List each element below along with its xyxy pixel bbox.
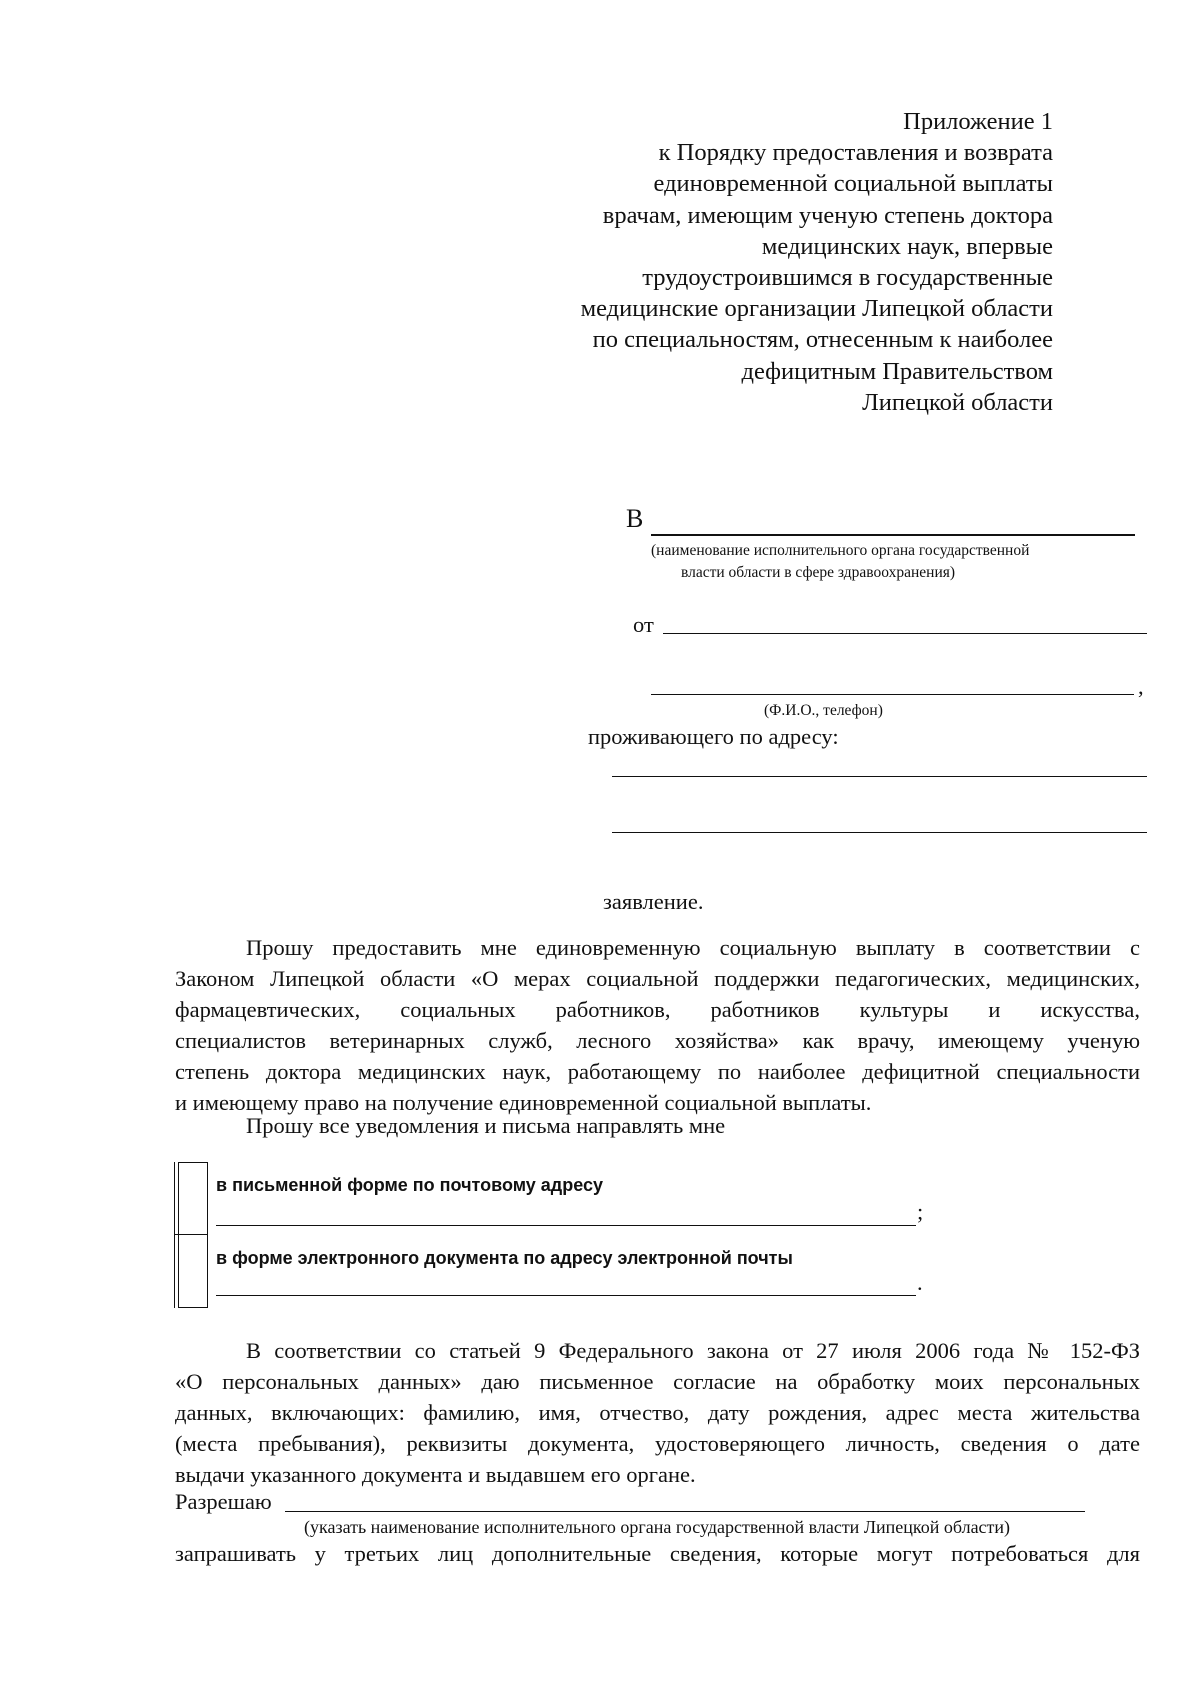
appendix-line: Липецкой области xyxy=(862,388,1053,416)
address-line-1[interactable] xyxy=(612,776,1147,777)
request-paragraph xyxy=(175,932,1140,1118)
to-prefix: В xyxy=(626,504,644,533)
appendix-line: медицинских наук, впервые xyxy=(761,232,1053,260)
appendix-line: единовременной социальной выплаты xyxy=(653,170,1053,198)
request-line: специалистов ветеринарных служб, лесного хозяйства» как врачу, имеющему ученую xyxy=(175,1028,1140,1053)
fio-hint: (Ф.И.О., телефон) xyxy=(764,702,883,719)
continuation-line: запрашивать у третьих лиц дополнительные сведения, которые могут потребоваться для xyxy=(175,1541,1140,1566)
permit-label: Разрешаю xyxy=(175,1489,272,1514)
permit-hint: (указать наименование исполнительного органа государственной власти Липецкой области) xyxy=(304,1517,1011,1537)
consent-line: данных, включающих: фамилию, имя, отчество, дату рождения, адрес места жительства xyxy=(175,1400,1140,1425)
appendix-block xyxy=(581,106,1053,418)
from-phone-field[interactable] xyxy=(651,694,1134,695)
appendix-line: трудоустроившимся в государственные xyxy=(642,263,1053,291)
consent-line: «О персональных данных» даю письменное согласие на обработку моих персональных xyxy=(175,1369,1140,1394)
postal-option-label: в письменной форме по почтовому адресу xyxy=(216,1175,604,1195)
email-checkbox[interactable] xyxy=(180,1237,206,1305)
notify-line: Прошу все уведомления и письма направлять мне xyxy=(246,1113,726,1138)
from-comma: , xyxy=(1138,674,1144,699)
from-name-field[interactable] xyxy=(663,633,1147,634)
appendix-line: к Порядку предоставления и возврата xyxy=(658,139,1053,167)
request-line: степень доктора медицинских наук, работающему по наиболее дефицитной специальности xyxy=(175,1059,1140,1084)
appendix-line: дефицитным Правительством xyxy=(741,357,1053,385)
appendix-line: медицинские организации Липецкой области xyxy=(580,295,1053,323)
postal-option-end: ; xyxy=(917,1199,924,1224)
permit-organ-field[interactable] xyxy=(285,1511,1085,1512)
document-title: заявление. xyxy=(603,889,704,914)
consent-line: (места пребывания), реквизиты документа, удостоверяющего личность, сведения о дате xyxy=(175,1431,1140,1456)
to-organ-field[interactable] xyxy=(651,534,1135,536)
continuation-block xyxy=(175,1538,1140,1569)
postal-checkbox[interactable] xyxy=(180,1165,206,1233)
to-hint-line2: власти области в сфере здравоохранения) xyxy=(681,564,956,581)
checkbox-border-left xyxy=(174,1162,175,1308)
address-line-2[interactable] xyxy=(612,832,1147,833)
appendix-line: по специальностям, отнесенным к наиболее xyxy=(592,326,1053,354)
request-line: и имеющему право на получение единовременной социальной выплаты. xyxy=(175,1090,872,1115)
appendix-title: Приложение 1 xyxy=(903,108,1053,135)
from-prefix: от xyxy=(633,612,654,637)
to-hint-line1: (наименование исполнительного органа государственной xyxy=(651,542,1030,559)
postal-address-field[interactable] xyxy=(216,1225,916,1226)
request-line: Законом Липецкой области «О мерах социальной поддержки педагогических, медицинских, xyxy=(175,966,1140,991)
consent-paragraph xyxy=(175,1335,1140,1490)
checkbox-border-right xyxy=(207,1162,208,1308)
email-address-field[interactable] xyxy=(216,1295,916,1296)
request-line: Прошу предоставить мне единовременную социальную выплату в соответствии с xyxy=(246,935,1140,960)
checkbox-border-left-inner xyxy=(178,1162,179,1308)
address-label: проживающего по адресу: xyxy=(588,724,839,749)
consent-line: В соответствии со статьей 9 Федерального закона от 27 июля 2006 года № 152-ФЗ xyxy=(246,1338,1140,1363)
appendix-line: врачам, имеющим ученую степень доктора xyxy=(602,201,1053,229)
checkbox-border-top xyxy=(178,1162,208,1163)
checkbox-border-middle xyxy=(174,1234,208,1235)
email-option-label: в форме электронного документа по адресу электронной почты xyxy=(216,1248,793,1268)
request-line: фармацевтических, социальных работников, работников культуры и искусства, xyxy=(175,997,1140,1022)
consent-line: выдачи указанного документа и выдавшем его органе. xyxy=(175,1462,696,1487)
email-option-end: . xyxy=(917,1270,923,1295)
checkbox-border-bottom xyxy=(178,1307,208,1308)
